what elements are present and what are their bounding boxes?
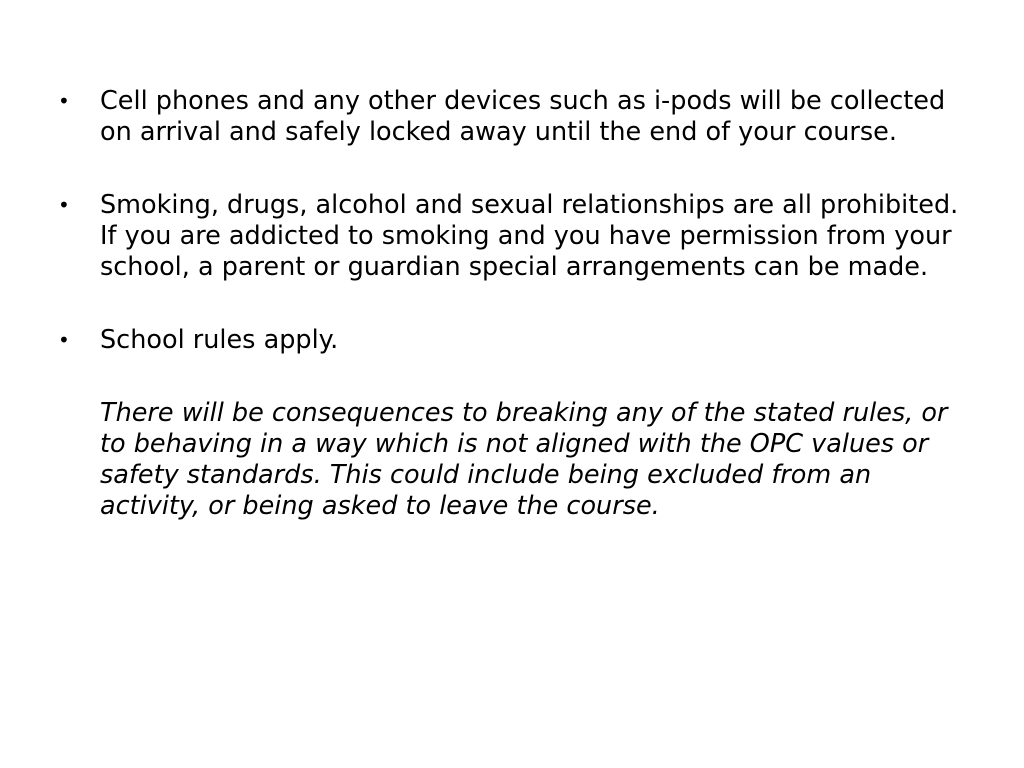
bullet-icon: •	[58, 193, 70, 217]
rules-list	[58, 86, 978, 356]
consequences-note: There will be consequences to breaking any of the stated rules, or to behaving in a way which is not aligned with the OPC values or safety standards. This could include being excluded from an activity, or being asked to leave the course.	[100, 398, 948, 521]
rule-text-prohibited: Smoking, drugs, alcohol and sexual relationships are all prohibited. If you are addicted to smoking and you have permission from your school, a parent or guardian special arrangements can be made.	[100, 190, 959, 282]
list-item	[58, 325, 978, 356]
bullet-icon: •	[58, 89, 70, 113]
slide-content	[58, 86, 978, 548]
rule-text-school: School rules apply.	[100, 325, 339, 355]
bullet-icon: •	[58, 328, 70, 352]
list-item	[58, 86, 978, 148]
list-item	[58, 190, 978, 283]
rule-text-devices: Cell phones and any other devices such as i-pods will be collected on arrival and safely locked away until the end of your course.	[100, 86, 946, 147]
